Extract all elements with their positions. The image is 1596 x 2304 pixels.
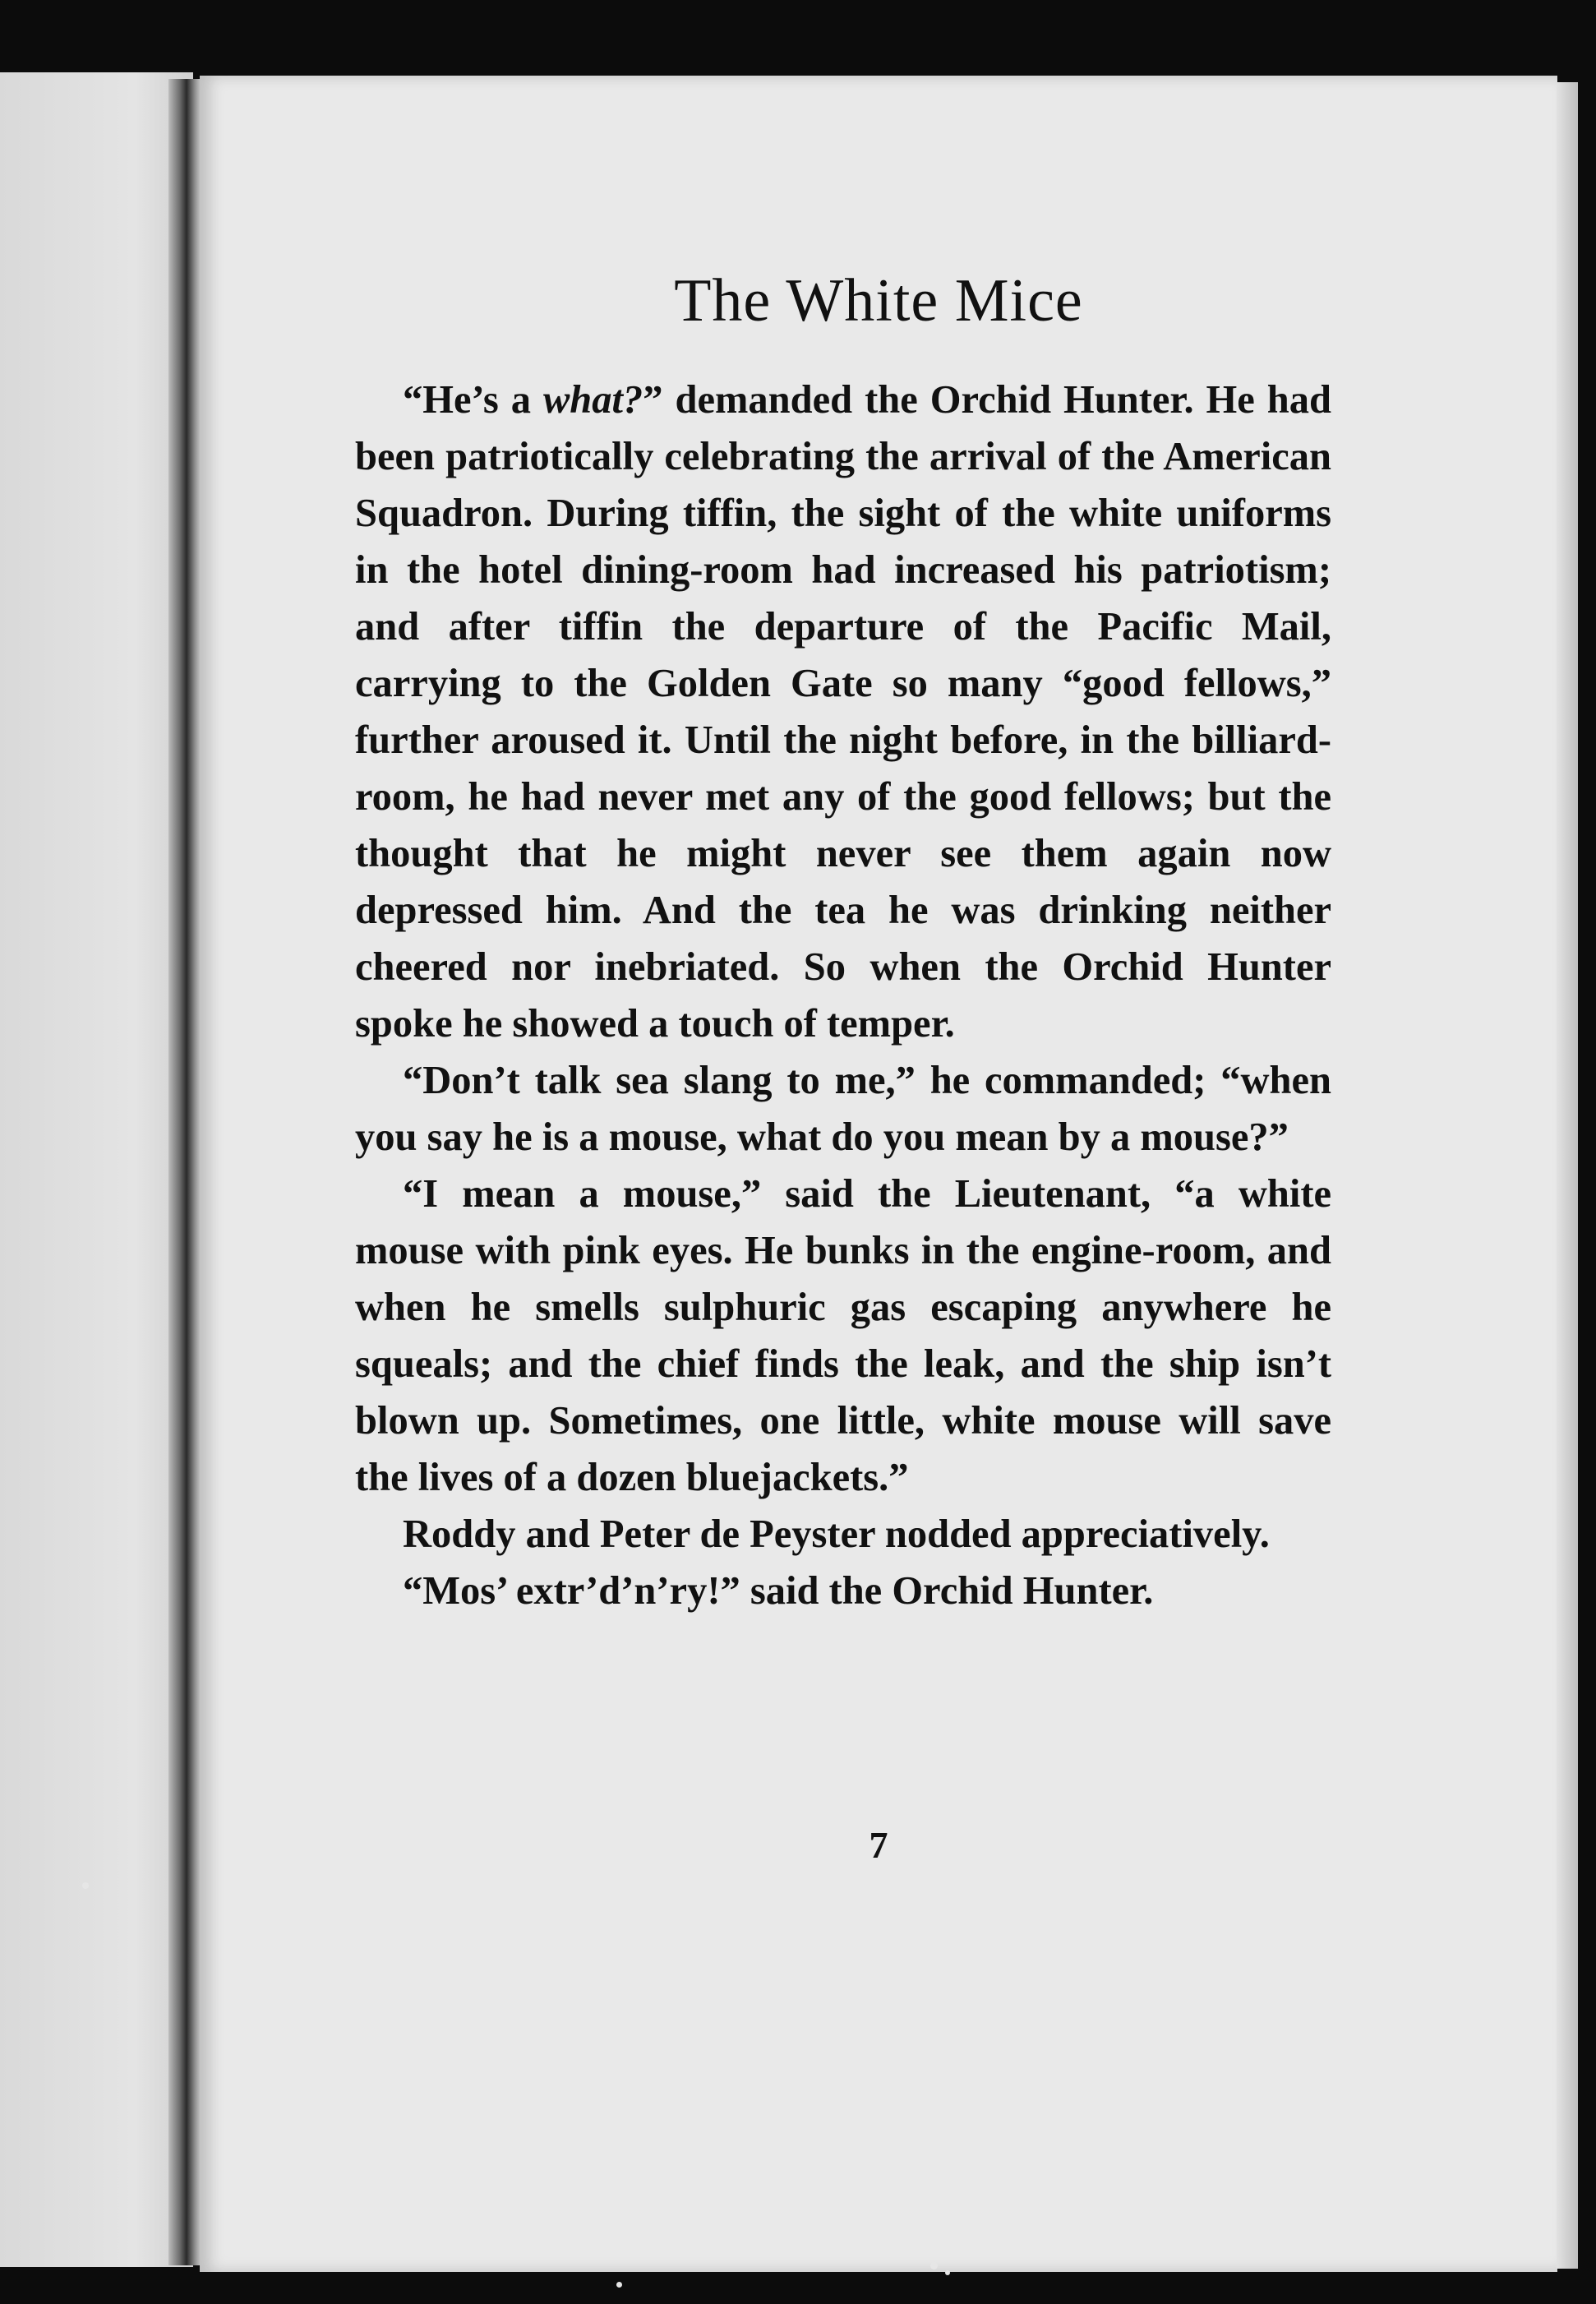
emphasis: what? [542,378,643,422]
page-number: 7 [869,1824,888,1866]
chapter-heading: The White Mice [674,267,1083,335]
speck [82,1882,89,1889]
paragraph: “He’s a what?” demanded the Orchid Hunter. He had been patriotically celebrating the arrival of the American Squadron. During tiffin, the sight of the white uniforms in the hotel dining-room had increased his patriotism; and after tiffin the departure of the Pacific Mail, carrying to the Golden Gate so many “good fellows,” further aroused it. Until the night before, in the billiard-room, he had never met any of the good fellows; but the thought that he might never see them again now depressed him. And the tea he was drinking neither cheered nor inebriated. So when the Orchid Hunter spoke he showed a touch of temper. [355,378,1331,1046]
speck [930,2262,938,2269]
body-text [355,372,1331,1619]
speck [945,2270,950,2275]
speck [616,2282,622,2288]
paragraph: “I mean a mouse,” said the Lieutenant, “a white mouse with pink eyes. He bunks in the engine-room, and when he smells sulphuric gas escaping anywhere he squeals; and the chief finds the leak, and the ship isn’t blown up. Sometimes, one little, white mouse will save the lives of a dozen bluejackets.” [355,1172,1331,1499]
page-edge-shadow [1557,82,1578,2269]
book-gutter [168,79,201,2265]
paragraph: “Mos’ extr’d’n’ry!” said the Orchid Hunter. [403,1569,1154,1613]
paragraph: “Don’t talk sea slang to me,” he commanded; “when you say he is a mouse, what do you mean by a mouse?” [355,1059,1331,1159]
paragraph: Roddy and Peter de Peyster nodded appreciatively. [403,1512,1270,1556]
previous-leaf [0,72,193,2267]
